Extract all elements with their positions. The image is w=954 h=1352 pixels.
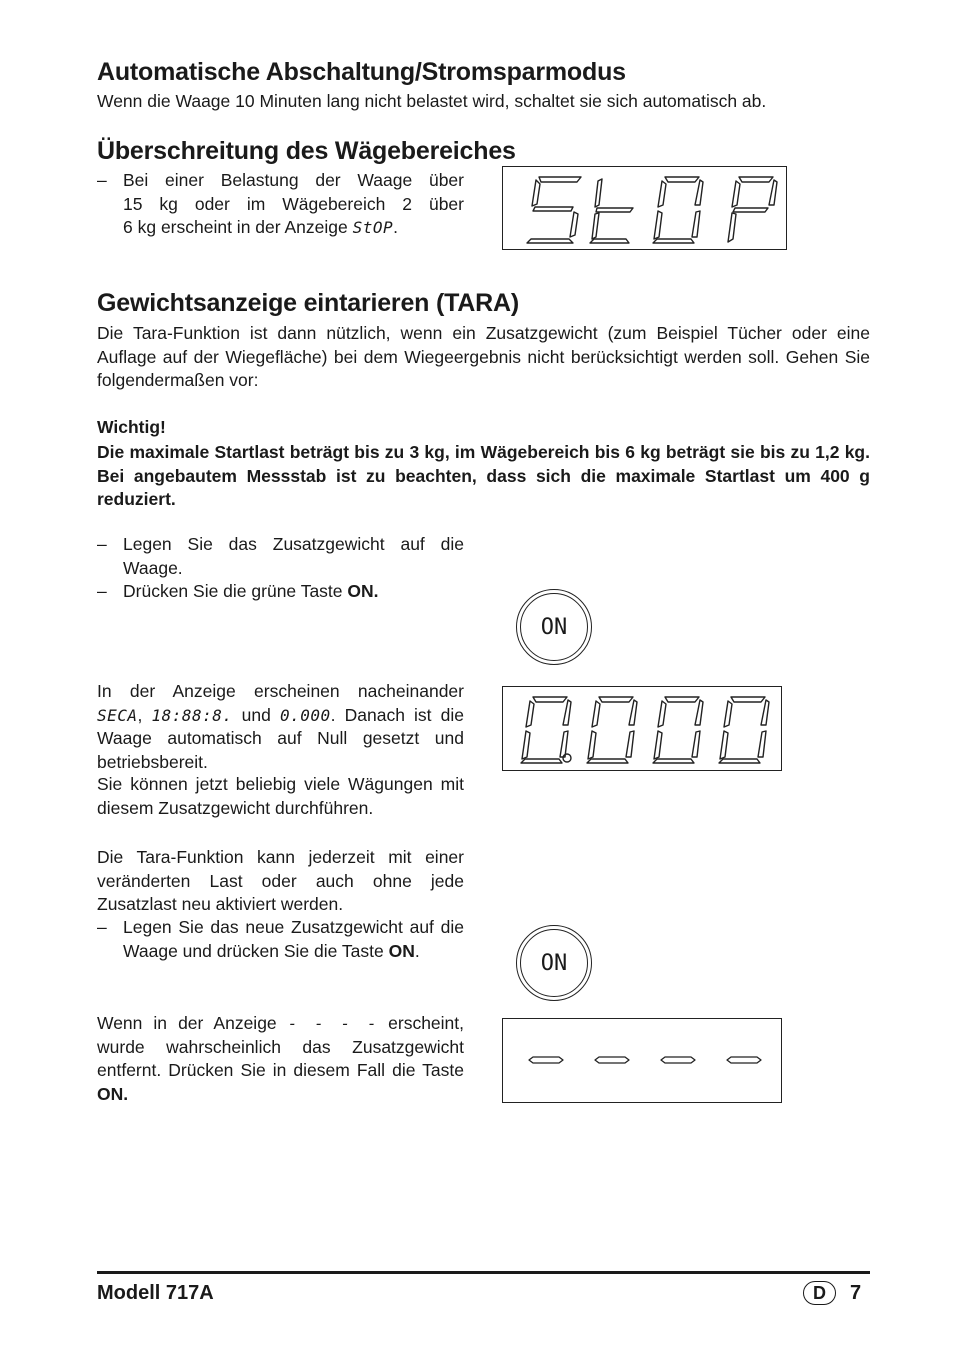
display-sequence-und: und	[232, 704, 280, 725]
step-3-end: .	[414, 940, 420, 961]
footer-rule	[97, 1271, 870, 1274]
tara-paragraph-4	[97, 1012, 464, 1106]
dashes-inline-code: - - - -	[287, 1014, 378, 1033]
step-3-key: ON	[388, 940, 415, 961]
list-dash: –	[97, 917, 107, 937]
lcd-display-stop	[502, 166, 787, 250]
list-item	[97, 916, 464, 963]
list-item	[97, 533, 464, 580]
footer-page-info	[803, 1281, 861, 1305]
list-dash: –	[97, 581, 107, 601]
section-title-auto-off: Automatische Abschaltung/Stromsparmodus	[97, 58, 626, 86]
on-button[interactable]	[516, 589, 592, 665]
seven-segment-zero	[503, 687, 780, 769]
overload-list-item	[97, 169, 464, 240]
overload-line-3	[123, 216, 464, 240]
tara-paragraph-3: Die Tara-Funktion kann jederzeit mit einer veränderten Last oder auch ohne jede Zusatzlast neu aktiviert werden.	[97, 847, 464, 914]
display-sequence-text	[97, 680, 464, 774]
section-title-overload: Überschreitung des Wägebereiches	[97, 137, 516, 165]
list-item	[97, 580, 464, 604]
lcd-display-dashes	[502, 1018, 782, 1103]
tara-steps	[97, 533, 464, 604]
lcd-display-zero	[502, 686, 782, 771]
tara-intro: Die Tara-Funktion ist dann nützlich, wenn ein Zusatzgewicht (zum Beispiel Tücher oder eine Auflage auf der Wiegefläche) bei dem Wiegeergebnis nicht berücksichtigt werden soll. Gehen Sie folgendermaßen vor:	[97, 323, 870, 390]
seca-inline-code: SECA	[97, 705, 138, 725]
display-sequence-end: . Danach ist die Waage automatisch auf Null gesetzt und betriebsbereit.	[97, 704, 464, 772]
page-number: 7	[850, 1281, 862, 1304]
step-2-key: ON.	[347, 581, 379, 601]
language-badge: D	[803, 1281, 836, 1305]
step-1-text: Legen Sie das Zusatzgewicht auf die Waage.	[123, 534, 464, 578]
zero-inline-code: 0.000	[279, 705, 331, 725]
tara-paragraph-2: Sie können jetzt beliebig viele Wägungen mit diesem Zusatzgewicht durchführen.	[97, 774, 464, 818]
on-button-label: ON	[520, 593, 588, 661]
seven-segment-dashes	[503, 1019, 780, 1101]
on-button-label: ON	[520, 929, 588, 997]
list-dash: –	[97, 170, 107, 190]
stop-inline-code: StOP	[352, 218, 394, 237]
seven-segment-stop	[503, 167, 785, 248]
list-dash: –	[97, 534, 107, 554]
section-title-tara: Gewichtsanzeige eintarieren (TARA)	[97, 289, 519, 317]
overload-line-3-end: .	[393, 217, 398, 237]
overload-line-1: Bei einer Belastung der Waage über	[123, 170, 464, 190]
tara-step-3	[97, 916, 464, 963]
test-inline-code: 18:88:8.	[151, 705, 233, 725]
footer-model: Modell 717A	[97, 1282, 214, 1304]
overload-line-2: 15 kg oder im Wägebereich 2 über	[123, 193, 464, 214]
display-sequence-rest: SECA, 18:88:8. und 0.000. Danach ist die Waage automatisch auf Null gesetzt und betriebsbereit.	[97, 704, 464, 772]
overload-line-3-text: 6 kg erscheint in der Anzeige	[123, 217, 353, 237]
step-3-text: Legen Sie das neue Zusatzgewicht auf die Waage und drücken Sie die Taste	[123, 917, 464, 961]
on-button[interactable]	[516, 925, 592, 1001]
step-2-text: Drücken Sie die grüne Taste	[123, 581, 348, 601]
p4-mid: erscheint, wurde wahrscheinlich das Zusatzgewicht entfernt. Drücken Sie in diesem Fall die Taste	[97, 1013, 465, 1080]
p4-start: Wenn in der Anzeige	[97, 1013, 288, 1033]
p4-key: ON.	[97, 1083, 129, 1104]
important-text: Die maximale Startlast beträgt bis zu 3 kg, im Wägebereich bis 6 kg beträgt sie bis zu 1,2 kg. Bei angebautem Messstab ist zu beachten, dass sich die maximale Startlast um 400 g reduziert.	[97, 442, 870, 509]
important-label: Wichtig!	[97, 417, 166, 437]
display-sequence-line-1: In der Anzeige erscheinen nacheinander	[97, 681, 464, 701]
auto-off-text: Wenn die Waage 10 Minuten lang nicht belastet wird, schaltet sie sich automatisch ab.	[97, 91, 767, 111]
